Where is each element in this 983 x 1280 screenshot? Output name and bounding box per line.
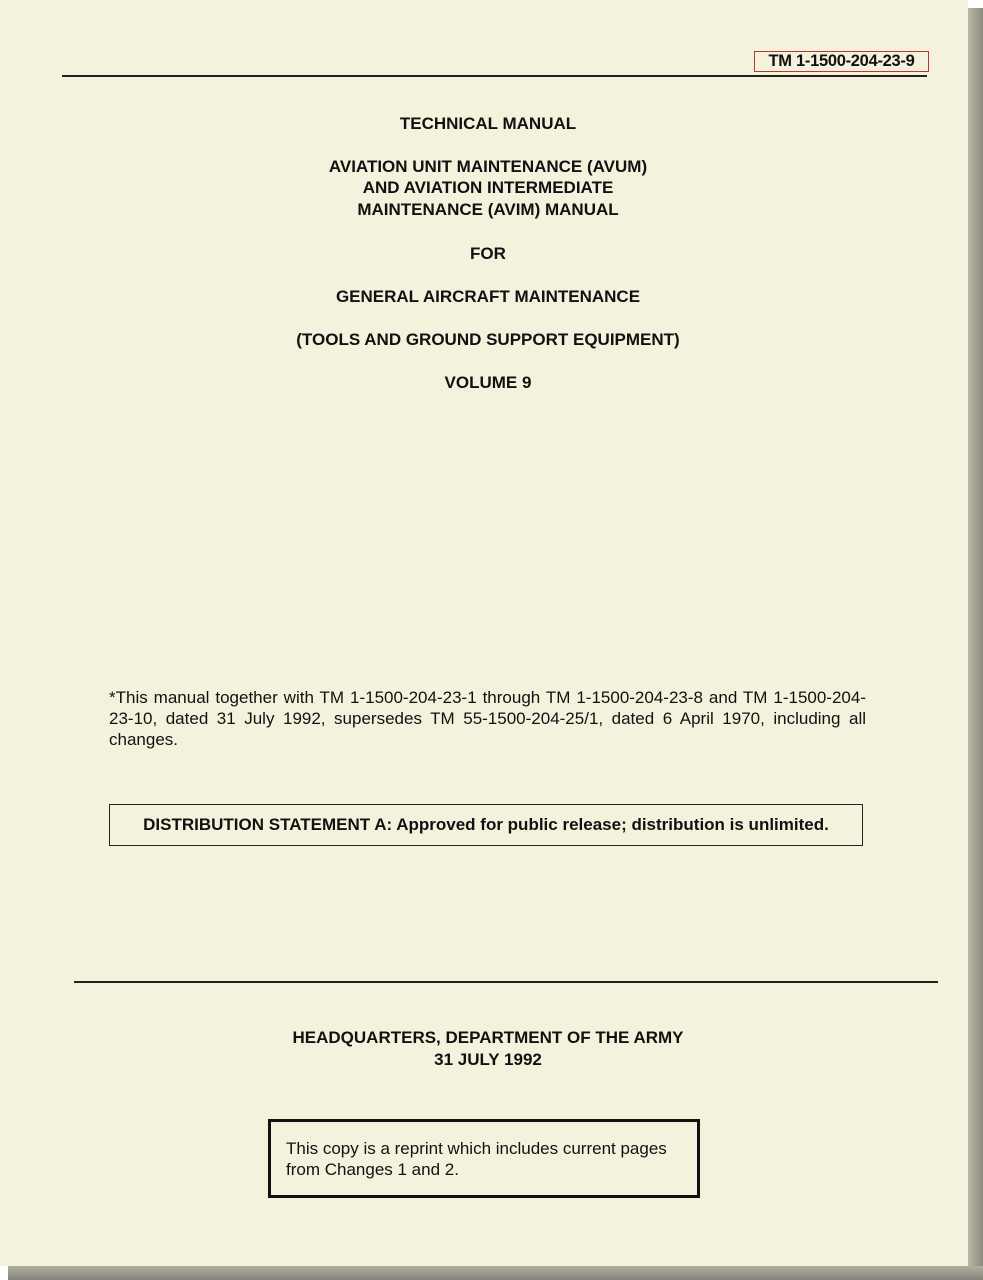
page-shadow-bottom	[8, 1266, 983, 1280]
supersession-note: *This manual together with TM 1-1500-204-23-1 through TM 1-1500-204-23-8 and TM 1-1500-204-23-10, dated 31 July 1992, supersedes TM 55-1500-204-25/1, dated 6 April 1970, including all changes.	[109, 688, 866, 749]
top-divider	[62, 75, 927, 77]
title-line-3: MAINTENANCE (AVIM) MANUAL	[357, 200, 619, 219]
page-shadow-right	[968, 8, 983, 1280]
issue-date: 31 JULY 1992	[434, 1050, 542, 1069]
title-line-2: AND AVIATION INTERMEDIATE	[362, 178, 614, 197]
bottom-divider	[74, 981, 938, 983]
document-number: TM 1-1500-204-23-9	[754, 51, 929, 72]
reprint-line-1: This copy is a reprint which includes current pages	[286, 1139, 667, 1158]
distribution-statement: DISTRIBUTION STATEMENT A: Approved for public release; distribution is unlimited.	[109, 804, 863, 846]
manual-type: TECHNICAL MANUAL	[399, 114, 577, 133]
volume-title: VOLUME 9	[444, 373, 532, 392]
reprint-notice	[268, 1119, 700, 1198]
issuer: HEADQUARTERS, DEPARTMENT OF THE ARMY	[292, 1028, 684, 1047]
reprint-line-2: from Changes 1 and 2.	[286, 1160, 459, 1179]
title-line-1: AVIATION UNIT MAINTENANCE (AVUM)	[328, 157, 648, 176]
for-label: FOR	[470, 244, 506, 263]
subject-title: GENERAL AIRCRAFT MAINTENANCE	[335, 287, 641, 306]
scope-title: (TOOLS AND GROUND SUPPORT EQUIPMENT)	[296, 330, 680, 349]
